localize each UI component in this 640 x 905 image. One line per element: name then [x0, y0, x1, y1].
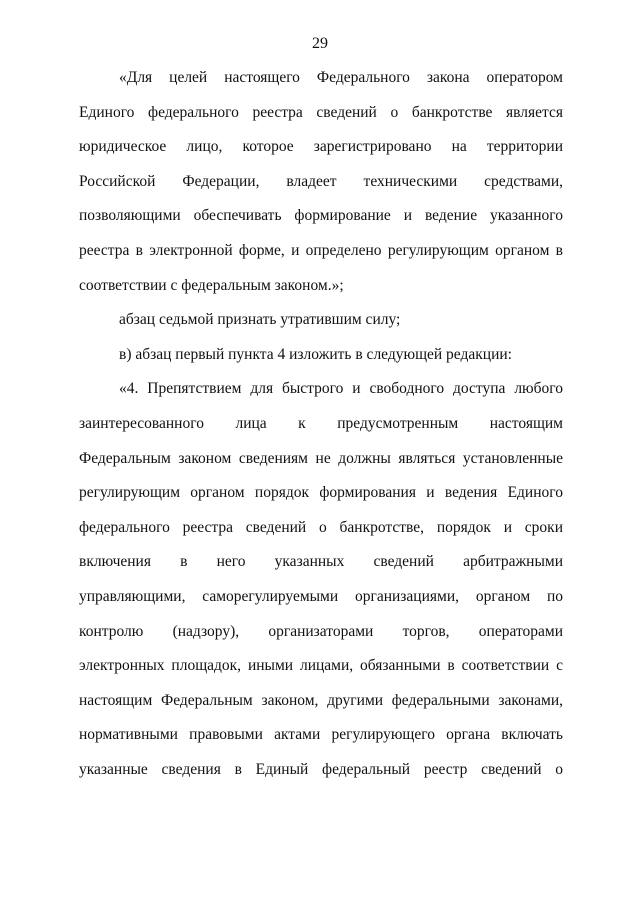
- text-line: Единого федерального реестра сведений о банкротстве является: [79, 103, 563, 121]
- text-line: Российской Федерации, владеет техническими средствами,: [79, 172, 563, 190]
- text-line: нормативными правовыми актами регулирующего органа включать: [79, 726, 563, 744]
- text-line: управляющими, саморегулируемыми организациями, органом по: [79, 587, 563, 605]
- text-line: позволяющими обеспечивать формирование и ведение указанного: [79, 207, 563, 225]
- text-line: юридическое лицо, которое зарегистрировано на территории: [79, 138, 563, 156]
- text-line: заинтересованного лица к предусмотренным настоящим: [79, 414, 563, 432]
- text-line: Федеральным законом сведениям не должны являться установленные: [79, 449, 563, 467]
- text-line: «Для целей настоящего Федерального закона оператором: [119, 69, 563, 86]
- text-line: электронных площадок, иными лицами, обязанными в соответствии с: [79, 657, 563, 675]
- text-line: контролю (надзору), организаторами торгов, операторами: [79, 622, 563, 640]
- page-number: 29: [312, 35, 328, 52]
- text-line: «4. Препятствием для быстрого и свободного доступа любого: [119, 380, 563, 398]
- text-line: абзац седьмой признать утратившим силу;: [119, 311, 401, 329]
- document-body: [79, 68, 563, 794]
- text-line: реестра в электронной форме, и определено регулирующим органом в: [79, 241, 563, 259]
- text-line: включения в него указанных сведений арбитражными: [79, 553, 563, 571]
- text-line: соответствии с федеральным законом.»;: [79, 276, 344, 294]
- text-line: в) абзац первый пункта 4 изложить в следующей редакции:: [119, 345, 512, 363]
- text-line: регулирующим органом порядок формирования и ведения Единого: [79, 484, 563, 502]
- text-line: федерального реестра сведений о банкротстве, порядок и сроки: [79, 518, 563, 536]
- text-line: указанные сведения в Единый федеральный реестр сведений о: [79, 760, 563, 778]
- text-line: настоящим Федеральным законом, другими федеральными законами,: [79, 691, 563, 709]
